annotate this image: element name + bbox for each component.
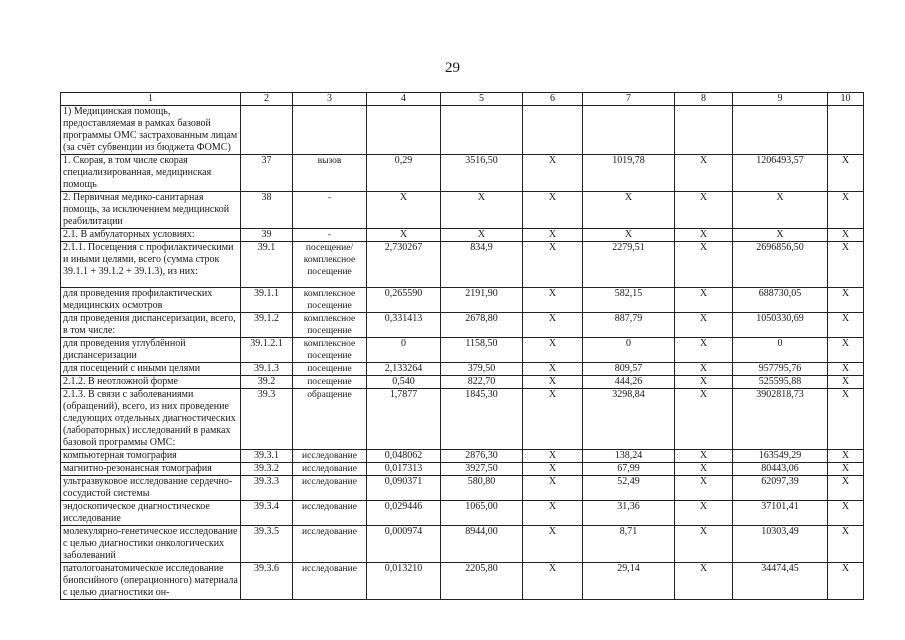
- cell-col4: 0,540: [367, 376, 441, 389]
- cell-col5: [441, 106, 523, 155]
- row-code: 38: [241, 192, 293, 229]
- row-label: для проведения профилактических медицинских осмотров: [61, 288, 241, 313]
- cell-col6: Х: [523, 563, 583, 600]
- cell-col9: [733, 106, 828, 155]
- cell-col9: 62097,39: [733, 476, 828, 501]
- cell-col4: 0,331413: [367, 313, 441, 338]
- cell-col6: Х: [523, 229, 583, 242]
- cell-col8: Х: [675, 389, 733, 450]
- cell-col8: Х: [675, 229, 733, 242]
- cell-col4: Х: [367, 192, 441, 229]
- cell-col9: 1050330,69: [733, 313, 828, 338]
- row-code: 39.1: [241, 242, 293, 288]
- cell-col10: Х: [828, 476, 864, 501]
- row-code: 39: [241, 229, 293, 242]
- cell-col7: 0: [583, 338, 675, 363]
- row-label: 2. Первичная медико-санитарная помощь, за исключением медицинской реабилитации: [61, 192, 241, 229]
- row-code: 39.1.2: [241, 313, 293, 338]
- cell-col4: 2,133264: [367, 363, 441, 376]
- unit: исследование: [293, 501, 367, 526]
- cell-col4: 0,029446: [367, 501, 441, 526]
- cell-col4: 0,048062: [367, 450, 441, 463]
- column-header: 3: [293, 93, 367, 106]
- cell-col7: 582,15: [583, 288, 675, 313]
- cell-col10: Х: [828, 192, 864, 229]
- table-row: [61, 338, 864, 363]
- table-row: [61, 376, 864, 389]
- row-code: 39.2: [241, 376, 293, 389]
- table-row: [61, 463, 864, 476]
- cell-col6: Х: [523, 476, 583, 501]
- row-code: 39.3.3: [241, 476, 293, 501]
- cell-col7: 138,24: [583, 450, 675, 463]
- row-label: эндоскопическое диагностическое исследование: [61, 501, 241, 526]
- row-label: 2.1.2. В неотложной форме: [61, 376, 241, 389]
- row-code: 39.1.3: [241, 363, 293, 376]
- cell-col8: Х: [675, 463, 733, 476]
- row-code: 39.3.2: [241, 463, 293, 476]
- cell-col8: Х: [675, 192, 733, 229]
- cell-col9: 957795,76: [733, 363, 828, 376]
- unit: комплексное посещение: [293, 288, 367, 313]
- column-header: 6: [523, 93, 583, 106]
- cell-col6: Х: [523, 450, 583, 463]
- unit: посещение: [293, 376, 367, 389]
- row-code: 39.3.5: [241, 526, 293, 563]
- row-label: для проведения углублённой диспансеризации: [61, 338, 241, 363]
- cell-col5: 822,70: [441, 376, 523, 389]
- cell-col5: 834,9: [441, 242, 523, 288]
- cell-col9: 2696856,50: [733, 242, 828, 288]
- row-code: 39.3.4: [241, 501, 293, 526]
- cell-col8: Х: [675, 313, 733, 338]
- cell-col4: [367, 106, 441, 155]
- cell-col5: 1845,30: [441, 389, 523, 450]
- cell-col8: Х: [675, 526, 733, 563]
- cell-col6: Х: [523, 155, 583, 192]
- cell-col8: Х: [675, 563, 733, 600]
- unit: обращение: [293, 389, 367, 450]
- cell-col9: 0: [733, 338, 828, 363]
- cell-col9: 525595,88: [733, 376, 828, 389]
- cell-col6: Х: [523, 313, 583, 338]
- row-code: 39.3.1: [241, 450, 293, 463]
- unit: исследование: [293, 450, 367, 463]
- cell-col7: 8,71: [583, 526, 675, 563]
- cell-col10: Х: [828, 501, 864, 526]
- cell-col7: 809,57: [583, 363, 675, 376]
- table-row: [61, 526, 864, 563]
- unit: исследование: [293, 526, 367, 563]
- cell-col7: 3298,84: [583, 389, 675, 450]
- cell-col7: 2279,51: [583, 242, 675, 288]
- row-code: 39.3: [241, 389, 293, 450]
- table-row: [61, 450, 864, 463]
- cell-col8: Х: [675, 476, 733, 501]
- cell-col6: Х: [523, 376, 583, 389]
- cell-col8: [675, 106, 733, 155]
- column-number-row: [61, 93, 864, 106]
- table-row: [61, 389, 864, 450]
- cell-col10: Х: [828, 563, 864, 600]
- row-label: 2.1.3. В связи с заболеваниями (обращений), всего, из них проведение следующих отдельных диагностических (лабораторных) исследований в рамках базовой программы ОМС:: [61, 389, 241, 450]
- cell-col6: Х: [523, 363, 583, 376]
- row-code: 39.1.2.1: [241, 338, 293, 363]
- cell-col5: 3516,50: [441, 155, 523, 192]
- cell-col10: Х: [828, 242, 864, 288]
- cell-col4: 0,000974: [367, 526, 441, 563]
- cell-col9: 688730,05: [733, 288, 828, 313]
- row-label: патологоанатомическое исследование биопсийного (операционного) материала с целью диагностики он-: [61, 563, 241, 600]
- row-code: 37: [241, 155, 293, 192]
- cell-col5: 3927,50: [441, 463, 523, 476]
- column-header: 7: [583, 93, 675, 106]
- table-row: [61, 501, 864, 526]
- cell-col5: 379,50: [441, 363, 523, 376]
- cell-col7: 444,26: [583, 376, 675, 389]
- cell-col4: 1,7877: [367, 389, 441, 450]
- cell-col5: 1158,50: [441, 338, 523, 363]
- cell-col6: Х: [523, 389, 583, 450]
- unit: комплексное посещение: [293, 338, 367, 363]
- cell-col9: 3902818,73: [733, 389, 828, 450]
- cell-col7: 29,14: [583, 563, 675, 600]
- cell-col8: Х: [675, 338, 733, 363]
- cell-col10: Х: [828, 288, 864, 313]
- cell-col9: 34474,45: [733, 563, 828, 600]
- cell-col9: 10303,49: [733, 526, 828, 563]
- cell-col8: Х: [675, 155, 733, 192]
- cell-col6: Х: [523, 242, 583, 288]
- table-row: [61, 155, 864, 192]
- cell-col4: 2,730267: [367, 242, 441, 288]
- cell-col6: Х: [523, 526, 583, 563]
- row-label: 1) Медицинская помощь, предоставляемая в рамках базовой программы ОМС застрахованным лицам (за счёт субвенции из бюджета ФОМС): [61, 106, 241, 155]
- cell-col10: [828, 106, 864, 155]
- unit: исследование: [293, 463, 367, 476]
- table-row: [61, 229, 864, 242]
- unit: -: [293, 192, 367, 229]
- cell-col5: 2191,90: [441, 288, 523, 313]
- unit: исследование: [293, 563, 367, 600]
- unit: [293, 106, 367, 155]
- row-label: 2.1. В амбулаторных условиях:: [61, 229, 241, 242]
- cell-col9: Х: [733, 192, 828, 229]
- table-row: [61, 313, 864, 338]
- cell-col10: Х: [828, 526, 864, 563]
- row-label: 1. Скорая, в том числе скорая специализированная, медицинская помощь: [61, 155, 241, 192]
- cell-col9: 1206493,57: [733, 155, 828, 192]
- cell-col9: 37101,41: [733, 501, 828, 526]
- table-row: [61, 242, 864, 288]
- unit: посещение: [293, 363, 367, 376]
- table-row: [61, 192, 864, 229]
- cell-col10: Х: [828, 338, 864, 363]
- cell-col9: 80443,06: [733, 463, 828, 476]
- cell-col6: Х: [523, 192, 583, 229]
- cell-col7: 52,49: [583, 476, 675, 501]
- column-header: 2: [241, 93, 293, 106]
- cell-col7: Х: [583, 229, 675, 242]
- unit: комплексное посещение: [293, 313, 367, 338]
- cell-col6: Х: [523, 501, 583, 526]
- cell-col8: Х: [675, 450, 733, 463]
- unit: посещение/ комплексное посещение: [293, 242, 367, 288]
- cell-col8: Х: [675, 288, 733, 313]
- row-label: магнитно-резонансная томография: [61, 463, 241, 476]
- cell-col5: Х: [441, 192, 523, 229]
- cell-col5: 580,80: [441, 476, 523, 501]
- row-code: 39.3.6: [241, 563, 293, 600]
- unit: -: [293, 229, 367, 242]
- unit: исследование: [293, 476, 367, 501]
- cell-col7: 67,99: [583, 463, 675, 476]
- cell-col8: Х: [675, 376, 733, 389]
- cell-col10: Х: [828, 450, 864, 463]
- column-header: 4: [367, 93, 441, 106]
- table-row: [61, 476, 864, 501]
- cell-col5: Х: [441, 229, 523, 242]
- cell-col8: Х: [675, 363, 733, 376]
- cell-col4: 0,017313: [367, 463, 441, 476]
- column-header: 1: [61, 93, 241, 106]
- cell-col10: Х: [828, 376, 864, 389]
- cell-col7: Х: [583, 192, 675, 229]
- row-label: ультразвуковое исследование сердечно-сосудистой системы: [61, 476, 241, 501]
- cell-col9: 163549,29: [733, 450, 828, 463]
- cell-col10: Х: [828, 463, 864, 476]
- column-header: 9: [733, 93, 828, 106]
- cell-col6: Х: [523, 463, 583, 476]
- row-code: [241, 106, 293, 155]
- row-label: для посещений с иными целями: [61, 363, 241, 376]
- cell-col4: 0: [367, 338, 441, 363]
- cell-col8: Х: [675, 501, 733, 526]
- table-row: [61, 363, 864, 376]
- cell-col5: 2205,80: [441, 563, 523, 600]
- column-header: 10: [828, 93, 864, 106]
- cell-col7: 887,79: [583, 313, 675, 338]
- row-label: для проведения диспансеризации, всего, в том числе:: [61, 313, 241, 338]
- unit: вызов: [293, 155, 367, 192]
- cell-col10: Х: [828, 363, 864, 376]
- cell-col5: 8944,00: [441, 526, 523, 563]
- cell-col10: Х: [828, 313, 864, 338]
- table-row: [61, 106, 864, 155]
- row-label: 2.1.1. Посещения с профилактическими и иными целями, всего (сумма строк 39.1.1 + 39.1.2 + 39.1.3), из них:: [61, 242, 241, 288]
- table-row: [61, 288, 864, 313]
- cell-col6: Х: [523, 288, 583, 313]
- cell-col7: 31,36: [583, 501, 675, 526]
- cell-col9: Х: [733, 229, 828, 242]
- cell-col10: Х: [828, 229, 864, 242]
- data-table: [60, 92, 864, 600]
- cell-col5: 1065,00: [441, 501, 523, 526]
- cell-col7: [583, 106, 675, 155]
- cell-col10: Х: [828, 155, 864, 192]
- cell-col4: 0,013210: [367, 563, 441, 600]
- cell-col6: Х: [523, 338, 583, 363]
- cell-col8: Х: [675, 242, 733, 288]
- column-header: 8: [675, 93, 733, 106]
- cell-col5: 2876,30: [441, 450, 523, 463]
- cell-col4: 0,090371: [367, 476, 441, 501]
- cell-col4: 0,29: [367, 155, 441, 192]
- table-row: [61, 563, 864, 600]
- column-header: 5: [441, 93, 523, 106]
- cell-col5: 2678,80: [441, 313, 523, 338]
- cell-col4: 0,265590: [367, 288, 441, 313]
- page-number: 29: [445, 60, 460, 76]
- cell-col7: 1019,78: [583, 155, 675, 192]
- cell-col6: [523, 106, 583, 155]
- row-label: молекулярно-генетическое исследование с целью диагностики онкологических заболеваний: [61, 526, 241, 563]
- row-label: компьютерная томография: [61, 450, 241, 463]
- cell-col10: Х: [828, 389, 864, 450]
- row-code: 39.1.1: [241, 288, 293, 313]
- cell-col4: Х: [367, 229, 441, 242]
